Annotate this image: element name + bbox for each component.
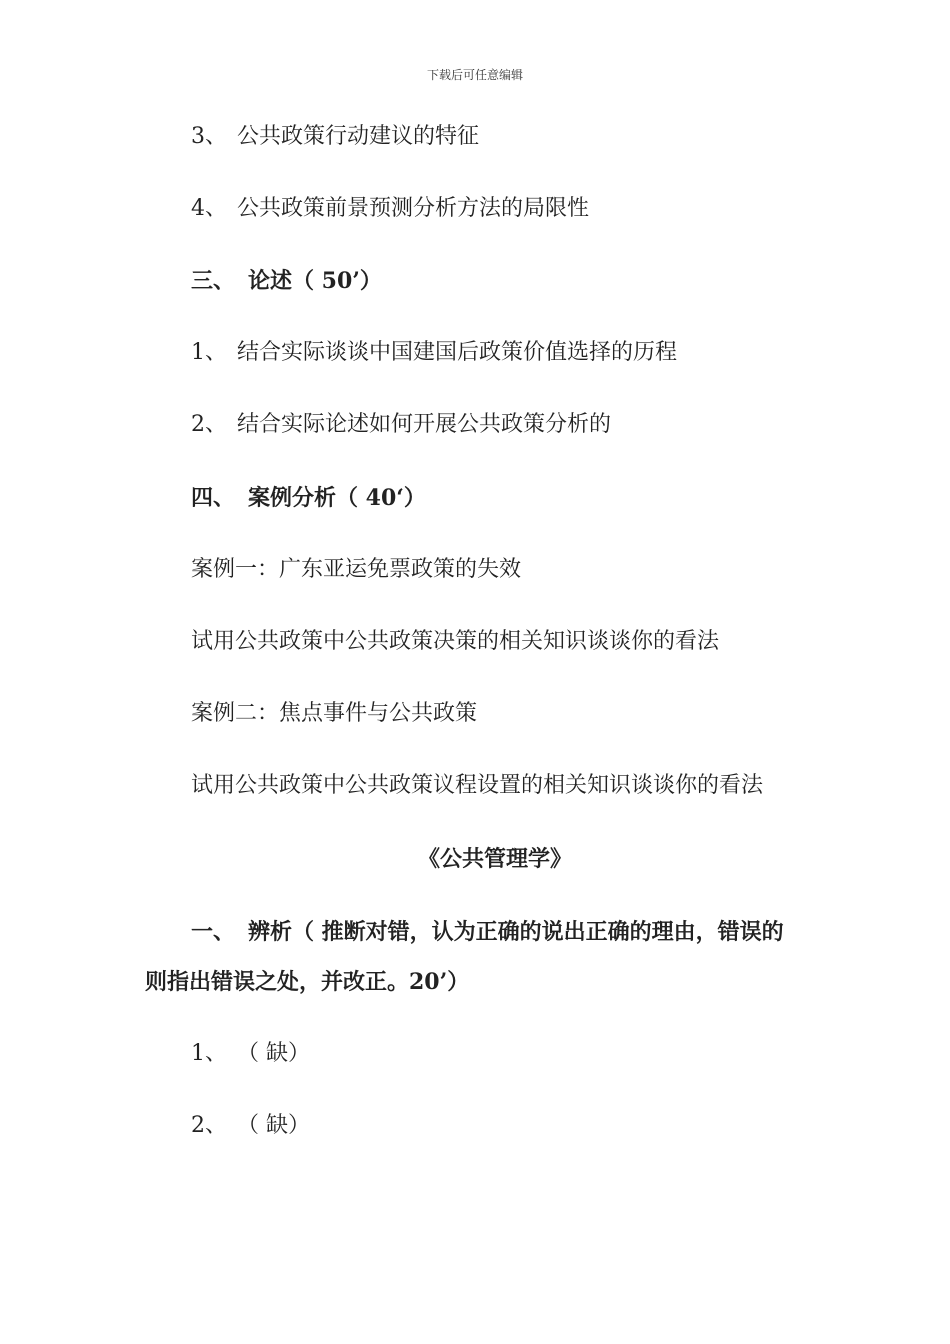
section-title: 案例分析（ 40‘）	[248, 485, 426, 511]
item-number: 3、	[191, 124, 227, 149]
essay-item-1	[191, 338, 677, 368]
item-text: 公共政策前景预测分析方法的局限性	[237, 196, 590, 221]
item-number: 1、	[191, 1041, 227, 1066]
section-heading-1-continued: 则指出错误之处，并改正。20’）	[145, 969, 470, 995]
list-item-3	[191, 122, 479, 152]
case-1-title: 案例一：广东亚运免票政策的失效	[191, 557, 522, 582]
item-number: 4、	[191, 196, 227, 221]
item-text: （ 缺）	[237, 1113, 310, 1138]
section-number: 四、	[191, 485, 236, 511]
case-1-question: 试用公共政策中公共政策决策的相关知识谈谈你的看法	[191, 629, 720, 654]
question-item-2	[191, 1111, 310, 1141]
list-item-4	[191, 194, 589, 224]
section-title: 辨析（ 推断对错，认为正确的说出正确的理由，错误的	[248, 919, 784, 945]
section-number: 三、	[191, 268, 236, 294]
section-title: 论述（ 50’）	[248, 268, 382, 294]
question-item-1	[191, 1039, 310, 1069]
item-number: 1、	[191, 340, 227, 365]
section-heading-4	[191, 483, 426, 513]
item-number: 2、	[191, 1113, 227, 1138]
section-number: 一、	[191, 919, 236, 945]
section-heading-3	[191, 266, 382, 296]
page-header: 下载后可任意编辑	[426, 68, 523, 82]
case-2-question: 试用公共政策中公共政策议程设置的相关知识谈谈你的看法	[191, 773, 764, 798]
case-2-title: 案例二：焦点事件与公共政策	[191, 701, 478, 726]
item-text: （ 缺）	[237, 1041, 310, 1066]
item-text: 结合实际论述如何开展公共政策分析的	[237, 412, 612, 437]
book-title: 《公共管理学》	[417, 846, 572, 872]
item-number: 2、	[191, 412, 227, 437]
section-heading-1	[191, 917, 784, 947]
item-text: 结合实际谈谈中国建国后政策价值选择的历程	[237, 340, 678, 365]
item-text: 公共政策行动建议的特征	[237, 124, 480, 149]
essay-item-2	[191, 410, 611, 440]
